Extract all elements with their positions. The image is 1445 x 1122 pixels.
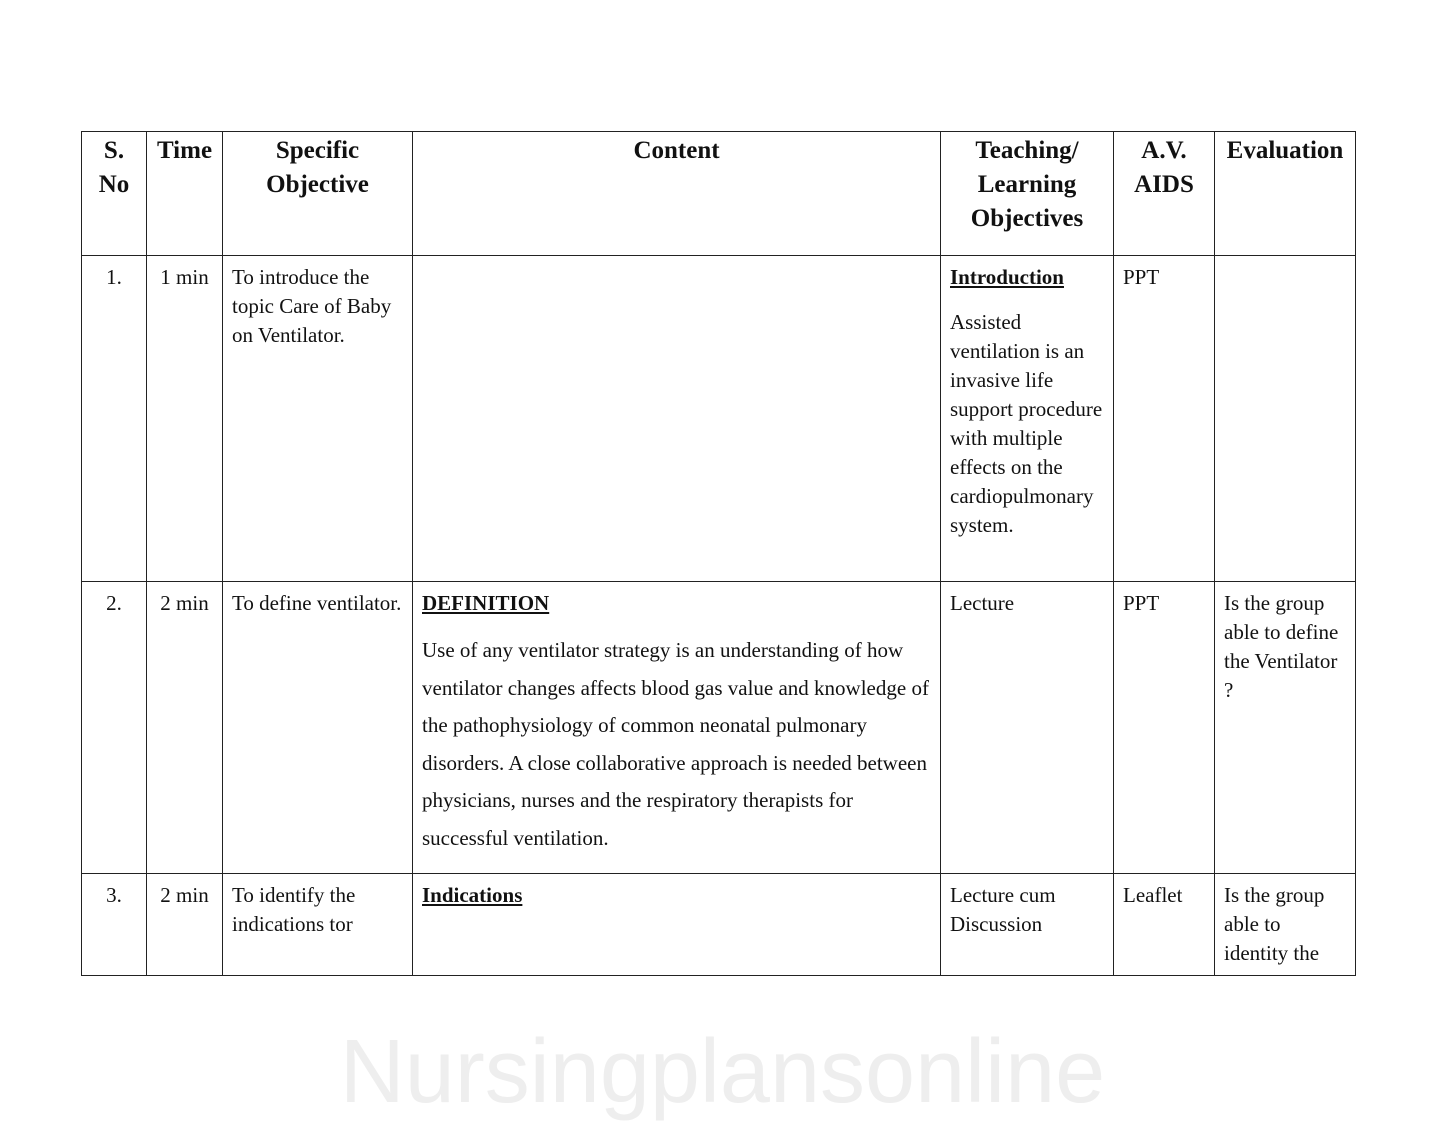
header-content: Content xyxy=(413,132,941,256)
header-evaluation: Evaluation xyxy=(1215,132,1356,256)
cell-av-aids: Leaflet xyxy=(1114,874,1215,976)
content-heading: DEFINITION xyxy=(422,591,550,615)
header-sno: S. No xyxy=(82,132,147,256)
cell-content xyxy=(413,582,941,874)
cell-time: 1 min xyxy=(147,256,223,582)
table-row xyxy=(82,582,1356,874)
table-row xyxy=(82,874,1356,976)
watermark: Nursingplansonline xyxy=(339,1022,1106,1122)
table-row xyxy=(82,256,1356,582)
cell-content xyxy=(413,874,941,976)
cell-objective: To define ventilator. xyxy=(223,582,413,874)
content-heading: Indications xyxy=(422,883,523,907)
cell-sno: 2. xyxy=(82,582,147,874)
cell-av-aids: PPT xyxy=(1114,256,1215,582)
cell-sno: 1. xyxy=(82,256,147,582)
teaching-heading: Introduction xyxy=(950,265,1064,289)
header-teaching-learning: Teaching/ Learning Objectives xyxy=(941,132,1114,256)
cell-content xyxy=(413,256,941,582)
cell-av-aids: PPT xyxy=(1114,582,1215,874)
cell-teaching: Lecture cum Discussion xyxy=(941,874,1114,976)
cell-time: 2 min xyxy=(147,582,223,874)
cell-time: 2 min xyxy=(147,874,223,976)
lesson-plan-table xyxy=(81,131,1356,976)
content-text: Use of any ventilator strategy is an understanding of how ventilator changes affects blood gas value and knowledge of the pathophysiology of common neonatal pulmonary disorders. A close collaborative approach is needed between physicians, nurses and the respiratory therapists for successful ventilation. xyxy=(422,638,929,850)
header-specific-objective: Specific Objective xyxy=(223,132,413,256)
cell-objective: To identify the indications tor xyxy=(223,874,413,976)
cell-evaluation: Is the group able to identity the xyxy=(1215,874,1356,976)
cell-evaluation xyxy=(1215,256,1356,582)
cell-teaching: Lecture xyxy=(941,582,1114,874)
header-time: Time xyxy=(147,132,223,256)
teaching-text: Assisted ventilation is an invasive life support procedure with multiple effects on the cardiopulmonary system. xyxy=(950,310,1103,537)
cell-evaluation: Is the group able to define the Ventilator ? xyxy=(1215,582,1356,874)
header-row xyxy=(82,132,1356,256)
header-av-aids: A.V. AIDS xyxy=(1114,132,1215,256)
cell-objective: To introduce the topic Care of Baby on Ventilator. xyxy=(223,256,413,582)
cell-sno: 3. xyxy=(82,874,147,976)
cell-teaching xyxy=(941,256,1114,582)
